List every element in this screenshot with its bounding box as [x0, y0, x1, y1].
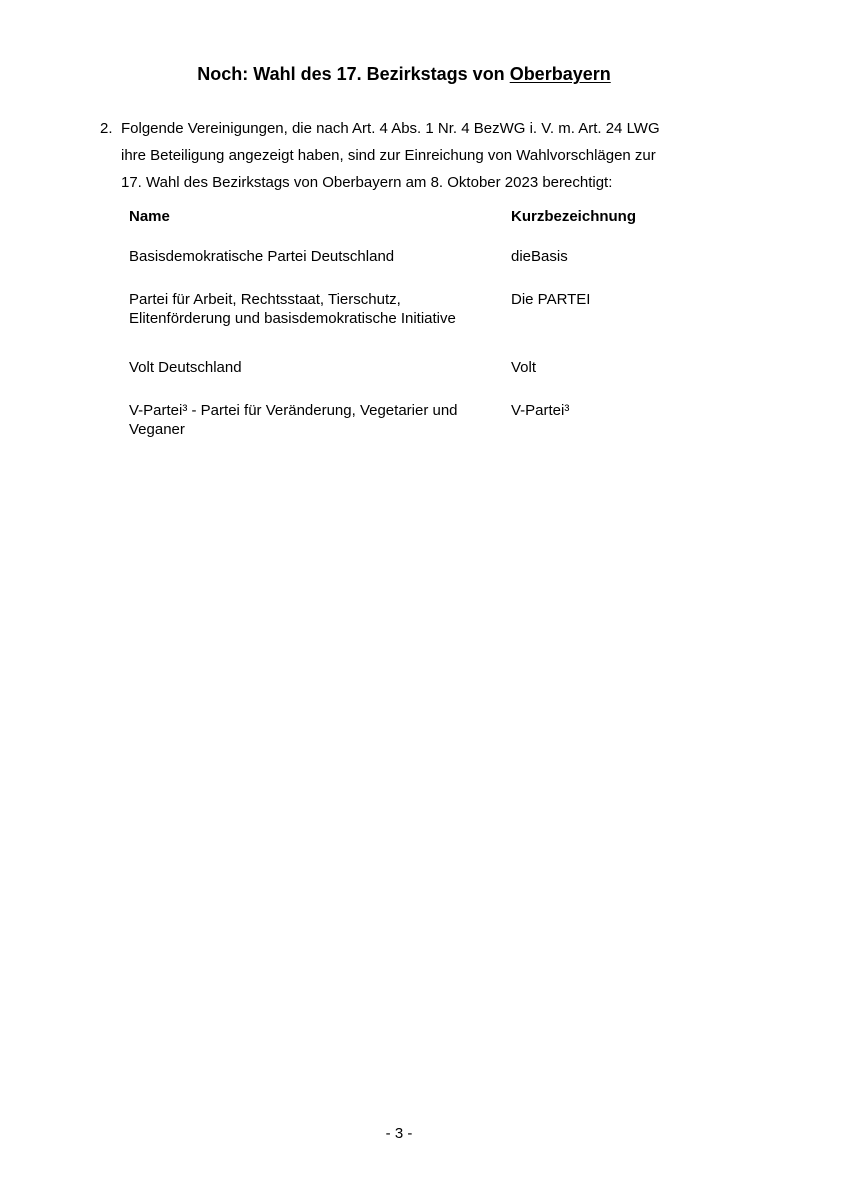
table-row-4-short-name: V-Partei³: [511, 402, 570, 419]
paragraph-line-1: Folgende Vereinigungen, die nach Art. 4 Abs. 1 Nr. 4 BezWG i. V. m. Art. 24 LWG: [121, 120, 660, 137]
page-number: - 3 -: [385, 1125, 413, 1142]
page-title-prefix: Noch: Wahl des 17. Bezirkstags von: [197, 64, 510, 84]
name-line: Veganer: [129, 421, 185, 438]
column-header-name: Name: [129, 208, 170, 225]
table-row-3-short-name: Volt: [511, 359, 537, 376]
page-title-region: Oberbayern: [509, 64, 611, 84]
table-row-2-name: [129, 290, 456, 328]
paragraph-item-2: [100, 115, 740, 196]
table-row-1-short-name: dieBasis: [511, 248, 568, 265]
name-line: V-Partei³ - Partei für Veränderung, Vegetarier und: [129, 402, 458, 419]
table-row-2-short-name: Die PARTEI: [511, 291, 591, 308]
name-line: Volt Deutschland: [129, 359, 242, 376]
paragraph-line-2: ihre Beteiligung angezeigt haben, sind zur Einreichung von Wahlvorschlägen zur: [121, 147, 656, 164]
paragraph-line-3: 17. Wahl des Bezirkstags von Oberbayern am 8. Oktober 2023 berechtigt:: [121, 174, 613, 191]
name-line: Basisdemokratische Partei Deutschland: [129, 248, 395, 265]
table-row-3-name: [129, 358, 242, 377]
name-line: Partei für Arbeit, Rechtsstaat, Tierschutz,: [129, 291, 401, 308]
name-line: Elitenförderung und basisdemokratische Initiative: [129, 310, 456, 327]
table-row-4-name: [129, 401, 458, 439]
page-title: [0, 64, 808, 85]
paragraph-number: 2.: [100, 120, 113, 137]
column-header-short-name: Kurzbezeichnung: [511, 208, 637, 225]
table-row-1-name: [129, 247, 394, 266]
